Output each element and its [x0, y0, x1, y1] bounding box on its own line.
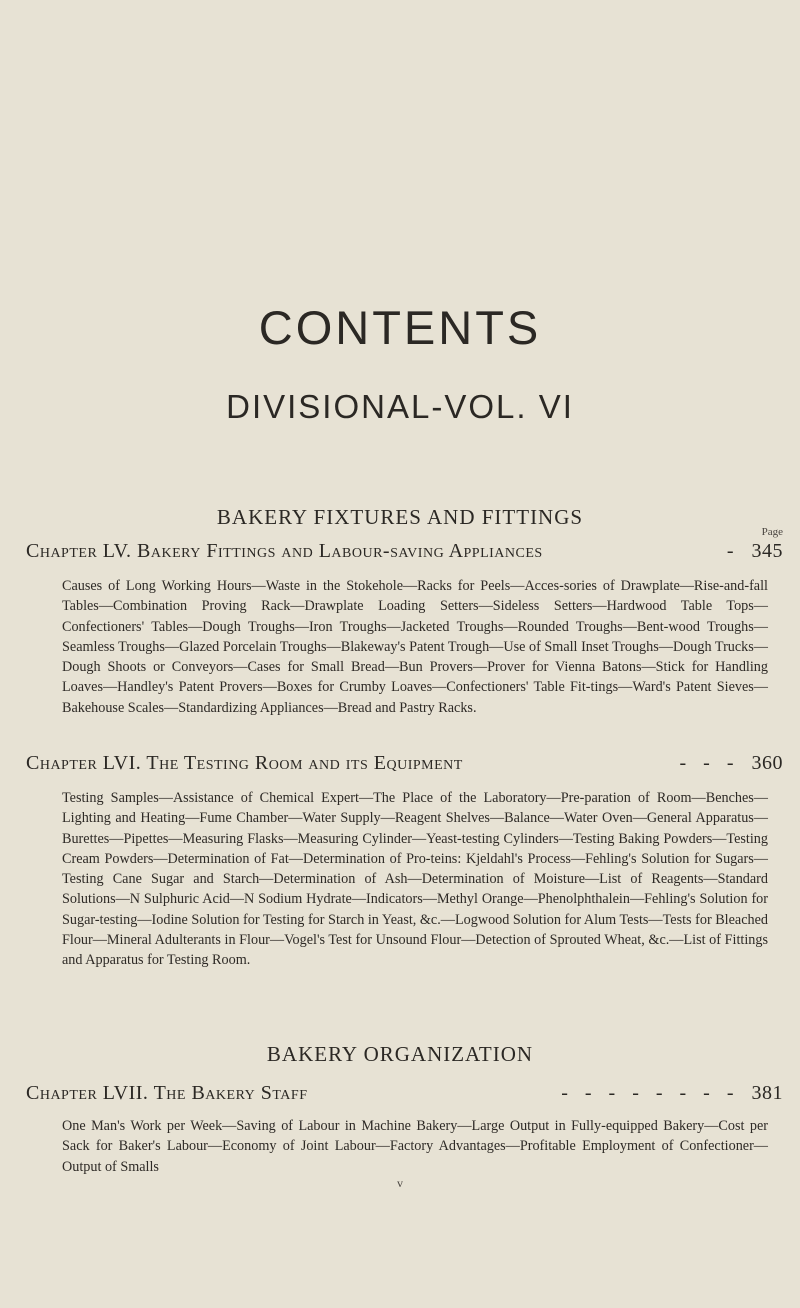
chapter-lvi-entry: [26, 752, 783, 776]
chapter-title: Chapter LVI. The Testing Room and its Equipment: [26, 752, 463, 774]
chapter-lv-entry: [26, 540, 783, 564]
section-heading-organization: BAKERY ORGANIZATION: [266, 1042, 534, 1066]
dot-leader: - - - - - - - -: [561, 1082, 740, 1104]
dot-leader: - - -: [679, 752, 740, 774]
chapter-title: Chapter LV. Bakery Fittings and Labour-saving Appliances: [26, 540, 543, 562]
chapter-lv-summary: Causes of Long Working Hours—Waste in the Stokehole—Racks for Peels—Acces-sories of Drawplate—Rise-and-fall Tables—Combination Proving Rack—Drawplate Loading Setters—Sideless Setters—Hardwood Table Tops—Confectioners' Tables—Dough Troughs—Iron Troughs—Jacketed Troughs—Rounded Troughs—Bent-wood Troughs—Seamless Troughs—Glazed Porcelain Troughs—Blakeway's Patent Trough—Use of Small Inset Troughs—Dough Trucks—Dough Shoots or Conveyors—Cases for Small Bread—Bun Provers—Prover for Vienna Batons—Stick for Handling Loaves—Handley's Patent Provers—Boxes for Crumby Loaves—Confectioners' Table Fit-tings—Ward's Patent Sieves—Bakehouse Scales—Standardizing Appliances—Bread and Pastry Racks.: [62, 578, 768, 716]
section-heading-fixtures: BAKERY FIXTURES AND FITTINGS: [216, 505, 584, 529]
chapter-page-number: 381: [751, 1082, 783, 1104]
chapter-title: Chapter LVII. The Bakery Staff: [26, 1082, 308, 1104]
chapter-lvii-summary: One Man's Work per Week—Saving of Labour in Machine Bakery—Large Output in Fully-equipped Bakery—Cost per Sack for Baker's Labour—Economy of Joint Labour—Factory Advantages—Profitable Employment of Confectioner—Output of Smalls: [62, 1118, 768, 1175]
volume-subtitle: DIVISIONAL-VOL. VI: [226, 388, 574, 425]
chapter-page-number: 360: [751, 752, 783, 774]
chapter-lvi-summary: Testing Samples—Assistance of Chemical Expert—The Place of the Laboratory—Pre-paration of Room—Benches—Lighting and Heating—Fume Chamber—Water Supply—Reagent Shelves—Balance—Water Oven—General Apparatus—Burettes—Pipettes—Measuring Flasks—Measuring Cylinder—Yeast-testing Cylinders—Testing Baking Powders—Testing Cream Powders—Determination of Fat—Determination of Pro-teins: Kjeldahl's Process—Fehling's Solution for Sugars—Testing Cane Sugar and Starch—Determination of Ash—Determination of Moisture—List of Reagents—Standard Solutions—N Sulphuric Acid—N Sodium Hydrate—Indicators—Methyl Orange—Phenolphthalein—Fehling's Solution for Sugar-testing—Iodine Solution for Testing for Starch in Yeast, &c.—Logwood Solution for Alum Tests—Tests for Bleached Flour—Mineral Adulterants in Flour—Vogel's Test for Unsound Flour—Detection of Sprouted Wheat, &c.—List of Fittings and Apparatus for Testing Room.: [62, 790, 768, 969]
contents-title: CONTENTS: [258, 301, 542, 354]
dot-leader: -: [726, 540, 740, 562]
page-column-label: Page: [761, 526, 783, 538]
chapter-page-number: 345: [751, 540, 783, 562]
chapter-lvii-entry: [26, 1082, 783, 1106]
folio-number: v: [397, 1176, 403, 1190]
